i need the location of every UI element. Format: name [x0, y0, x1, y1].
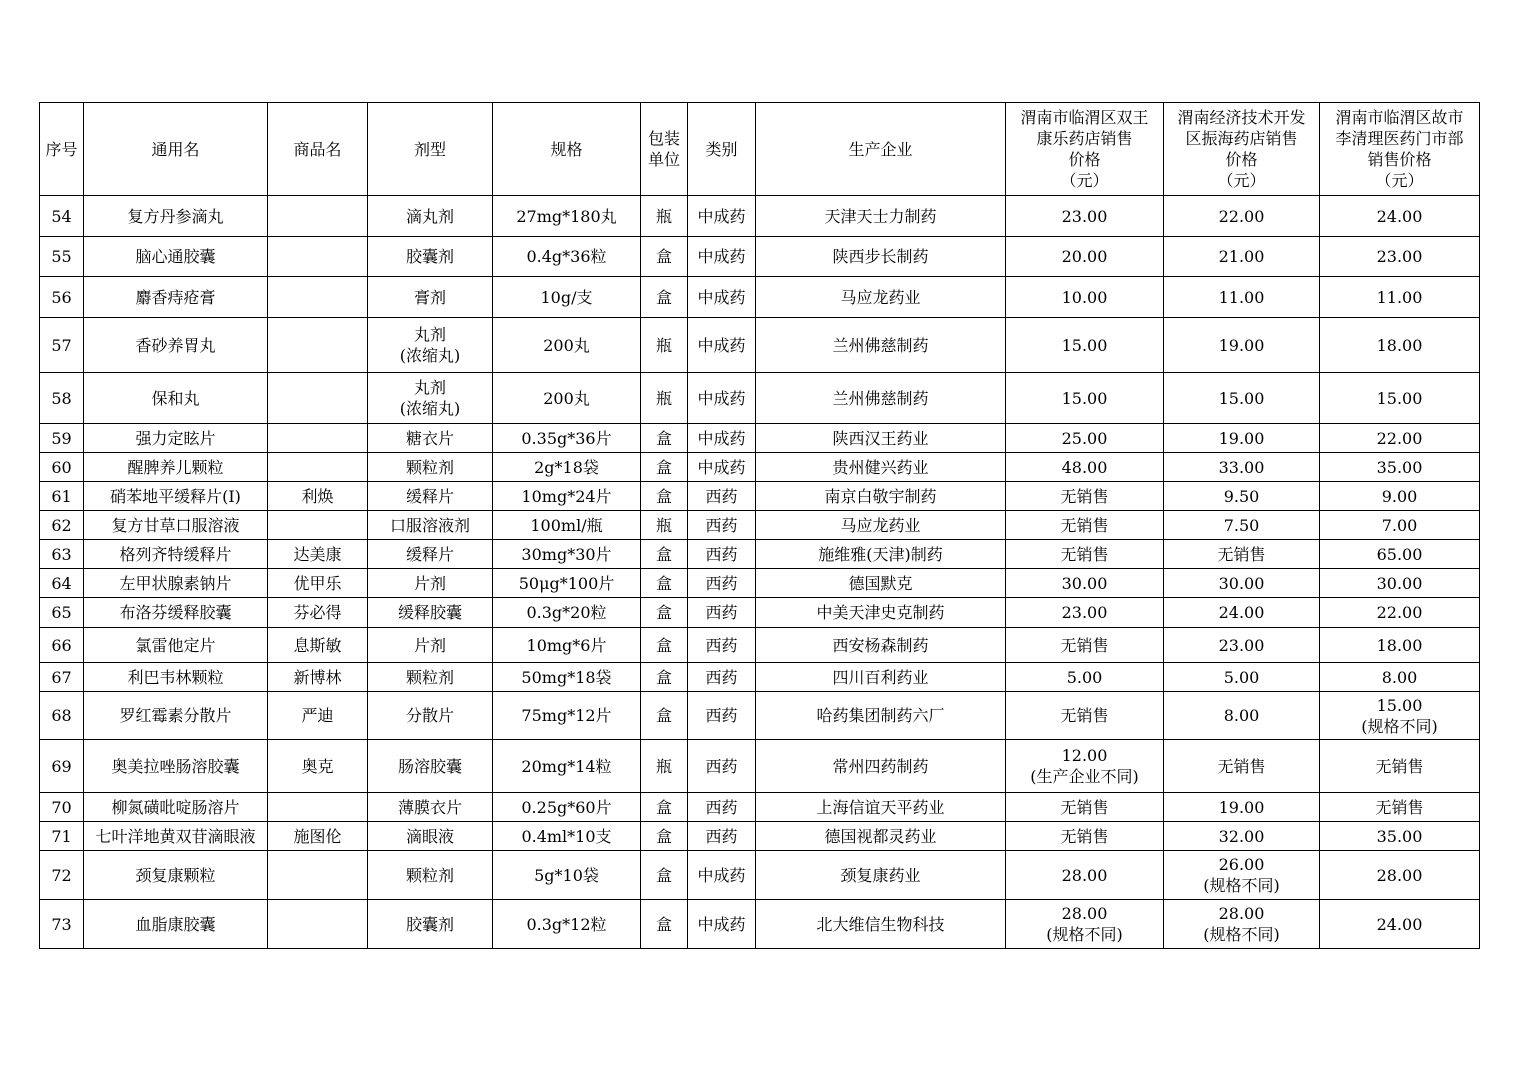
cell-dosage-form-note: (浓缩丸)	[399, 346, 461, 365]
cell-category: 西药	[688, 692, 756, 740]
table-row	[40, 511, 1480, 540]
header-brand-name: 商品名	[268, 103, 368, 196]
header-package-unit-line1: 包装	[647, 129, 680, 148]
cell-specification: 27mg*180丸	[493, 196, 641, 237]
header-price-store-2-line2: 区振海药店销售	[1185, 129, 1298, 148]
cell-seq: 66	[40, 628, 84, 663]
cell-dosage-form: 糖衣片	[368, 424, 493, 453]
cell-specification: 100ml/瓶	[493, 511, 641, 540]
cell-manufacturer: 上海信谊天平药业	[756, 793, 1006, 822]
cell-price-store-1: 20.00	[1006, 237, 1164, 277]
table-row	[40, 822, 1480, 851]
header-generic-name: 通用名	[84, 103, 268, 196]
cell-brand-name	[268, 453, 368, 482]
cell-dosage-form: 肠溶胶囊	[368, 740, 493, 793]
cell-dosage-form-note: (浓缩丸)	[399, 399, 461, 418]
cell-price-store-3: 22.00	[1320, 598, 1480, 628]
cell-dosage-form: 颗粒剂	[368, 851, 493, 900]
cell-brand-name: 严迪	[268, 692, 368, 740]
cell-package-unit: 盒	[641, 569, 688, 598]
cell-price-store-3: 24.00	[1320, 196, 1480, 237]
cell-specification: 10g/支	[493, 277, 641, 318]
cell-manufacturer: 德国默克	[756, 569, 1006, 598]
cell-category: 西药	[688, 628, 756, 663]
cell-manufacturer: 北大维信生物科技	[756, 900, 1006, 949]
cell-package-unit: 盒	[641, 237, 688, 277]
cell-manufacturer: 马应龙药业	[756, 511, 1006, 540]
cell-price-store-2: 19.00	[1164, 424, 1320, 453]
cell-brand-name	[268, 900, 368, 949]
table-row	[40, 692, 1480, 740]
cell-manufacturer: 陕西汉王药业	[756, 424, 1006, 453]
cell-dosage-form	[368, 318, 493, 373]
cell-manufacturer: 中美天津史克制药	[756, 598, 1006, 628]
cell-price-store-2-line1: 26.00	[1218, 855, 1265, 874]
cell-category: 中成药	[688, 453, 756, 482]
cell-generic-name: 香砂养胃丸	[84, 318, 268, 373]
table-row	[40, 540, 1480, 569]
cell-seq: 57	[40, 318, 84, 373]
cell-dosage-form: 颗粒剂	[368, 663, 493, 692]
cell-package-unit: 盒	[641, 663, 688, 692]
cell-brand-name	[268, 318, 368, 373]
cell-price-store-2: 33.00	[1164, 453, 1320, 482]
cell-price-store-1-note: (生产企业不同)	[1030, 767, 1139, 786]
cell-package-unit: 盒	[641, 900, 688, 949]
cell-price-store-1: 5.00	[1006, 663, 1164, 692]
cell-price-store-1: 无销售	[1006, 511, 1164, 540]
cell-category: 中成药	[688, 424, 756, 453]
cell-price-store-1: 无销售	[1006, 793, 1164, 822]
cell-specification: 10mg*24片	[493, 482, 641, 511]
cell-price-store-2	[1164, 900, 1320, 949]
cell-price-store-2: 21.00	[1164, 237, 1320, 277]
header-price-store-2-line3: 价格	[1225, 150, 1258, 169]
cell-price-store-3: 11.00	[1320, 277, 1480, 318]
cell-price-store-3: 24.00	[1320, 900, 1480, 949]
cell-category: 西药	[688, 540, 756, 569]
cell-specification: 2g*18袋	[493, 453, 641, 482]
cell-specification: 0.4ml*10支	[493, 822, 641, 851]
cell-price-store-1-line1: 28.00	[1061, 904, 1108, 923]
cell-price-store-3: 无销售	[1320, 793, 1480, 822]
cell-generic-name: 左甲状腺素钠片	[84, 569, 268, 598]
cell-package-unit: 瓶	[641, 373, 688, 424]
cell-specification: 50mg*18袋	[493, 663, 641, 692]
cell-generic-name: 格列齐特缓释片	[84, 540, 268, 569]
cell-package-unit: 盒	[641, 453, 688, 482]
cell-brand-name: 奥克	[268, 740, 368, 793]
cell-category: 中成药	[688, 237, 756, 277]
table-row	[40, 482, 1480, 511]
cell-price-store-1: 无销售	[1006, 822, 1164, 851]
cell-manufacturer: 陕西步长制药	[756, 237, 1006, 277]
cell-package-unit: 盒	[641, 277, 688, 318]
header-dosage-form: 剂型	[368, 103, 493, 196]
cell-package-unit: 盒	[641, 628, 688, 663]
cell-price-store-2: 15.00	[1164, 373, 1320, 424]
cell-price-store-2-note: (规格不同)	[1203, 925, 1280, 944]
header-seq: 序号	[40, 103, 84, 196]
cell-seq: 58	[40, 373, 84, 424]
cell-category: 中成药	[688, 373, 756, 424]
cell-dosage-form: 滴眼液	[368, 822, 493, 851]
cell-price-store-1: 30.00	[1006, 569, 1164, 598]
cell-brand-name	[268, 277, 368, 318]
cell-price-store-3: 23.00	[1320, 237, 1480, 277]
cell-seq: 71	[40, 822, 84, 851]
cell-seq: 70	[40, 793, 84, 822]
cell-seq: 61	[40, 482, 84, 511]
cell-dosage-form	[368, 373, 493, 424]
table-row	[40, 900, 1480, 949]
table-row	[40, 196, 1480, 237]
cell-price-store-3: 28.00	[1320, 851, 1480, 900]
cell-dosage-form: 颗粒剂	[368, 453, 493, 482]
cell-package-unit: 瓶	[641, 740, 688, 793]
cell-generic-name: 血脂康胶囊	[84, 900, 268, 949]
cell-price-store-1: 48.00	[1006, 453, 1164, 482]
cell-price-store-1: 无销售	[1006, 482, 1164, 511]
cell-category: 西药	[688, 511, 756, 540]
cell-manufacturer: 德国视都灵药业	[756, 822, 1006, 851]
cell-generic-name: 柳氮磺吡啶肠溶片	[84, 793, 268, 822]
cell-generic-name: 复方甘草口服溶液	[84, 511, 268, 540]
cell-price-store-2: 8.00	[1164, 692, 1320, 740]
cell-price-store-3: 18.00	[1320, 628, 1480, 663]
cell-seq: 62	[40, 511, 84, 540]
cell-specification: 30mg*30片	[493, 540, 641, 569]
table-row	[40, 569, 1480, 598]
cell-seq: 65	[40, 598, 84, 628]
cell-specification: 0.35g*36片	[493, 424, 641, 453]
cell-package-unit: 盒	[641, 692, 688, 740]
cell-price-store-1: 无销售	[1006, 628, 1164, 663]
cell-dosage-form: 膏剂	[368, 277, 493, 318]
cell-manufacturer: 贵州健兴药业	[756, 453, 1006, 482]
cell-manufacturer: 颈复康药业	[756, 851, 1006, 900]
cell-manufacturer: 兰州佛慈制药	[756, 373, 1006, 424]
cell-package-unit: 瓶	[641, 511, 688, 540]
cell-price-store-2-line1: 28.00	[1218, 904, 1265, 923]
header-price-store-1	[1006, 103, 1164, 196]
cell-price-store-1-note: (规格不同)	[1046, 925, 1123, 944]
header-manufacturer: 生产企业	[756, 103, 1006, 196]
table-row	[40, 237, 1480, 277]
cell-dosage-form: 片剂	[368, 628, 493, 663]
cell-manufacturer: 天津天士力制药	[756, 196, 1006, 237]
cell-price-store-1	[1006, 740, 1164, 793]
header-price-store-3-line3: 销售价格	[1367, 150, 1432, 169]
cell-manufacturer: 四川百利药业	[756, 663, 1006, 692]
cell-generic-name: 硝苯地平缓释片(Ⅰ)	[84, 482, 268, 511]
cell-package-unit: 瓶	[641, 318, 688, 373]
cell-generic-name: 奥美拉唑肠溶胶囊	[84, 740, 268, 793]
cell-specification: 0.4g*36粒	[493, 237, 641, 277]
cell-specification: 75mg*12片	[493, 692, 641, 740]
cell-price-store-1: 23.00	[1006, 196, 1164, 237]
table-row	[40, 663, 1480, 692]
cell-category: 中成药	[688, 277, 756, 318]
cell-dosage-form: 胶囊剂	[368, 237, 493, 277]
cell-specification: 0.3g*20粒	[493, 598, 641, 628]
cell-specification: 50μg*100片	[493, 569, 641, 598]
cell-seq: 59	[40, 424, 84, 453]
table-row	[40, 851, 1480, 900]
cell-price-store-1: 15.00	[1006, 373, 1164, 424]
cell-dosage-form: 胶囊剂	[368, 900, 493, 949]
cell-price-store-2: 无销售	[1164, 540, 1320, 569]
cell-manufacturer: 马应龙药业	[756, 277, 1006, 318]
cell-dosage-form: 缓释片	[368, 540, 493, 569]
cell-seq: 55	[40, 237, 84, 277]
cell-price-store-2: 19.00	[1164, 318, 1320, 373]
cell-generic-name: 氯雷他定片	[84, 628, 268, 663]
cell-price-store-2	[1164, 851, 1320, 900]
table-body	[40, 196, 1480, 949]
cell-price-store-3-line1: 15.00	[1376, 695, 1423, 715]
cell-price-store-1: 无销售	[1006, 692, 1164, 740]
cell-manufacturer: 哈药集团制药六厂	[756, 692, 1006, 740]
cell-specification: 10mg*6片	[493, 628, 641, 663]
cell-category: 西药	[688, 482, 756, 511]
cell-category: 西药	[688, 598, 756, 628]
cell-brand-name	[268, 373, 368, 424]
cell-price-store-2: 23.00	[1164, 628, 1320, 663]
cell-seq: 73	[40, 900, 84, 949]
cell-manufacturer: 常州四药制药	[756, 740, 1006, 793]
header-price-store-3-line1: 渭南市临渭区故市	[1335, 108, 1464, 127]
cell-seq: 60	[40, 453, 84, 482]
table-row	[40, 424, 1480, 453]
table-row	[40, 318, 1480, 373]
header-price-store-3-line4: （元）	[1375, 171, 1424, 190]
cell-seq: 64	[40, 569, 84, 598]
cell-price-store-2: 9.50	[1164, 482, 1320, 511]
cell-package-unit: 盒	[641, 424, 688, 453]
cell-price-store-3: 7.00	[1320, 511, 1480, 540]
cell-dosage-form-line1: 丸剂	[413, 325, 446, 344]
cell-category: 西药	[688, 740, 756, 793]
cell-dosage-form: 分散片	[368, 692, 493, 740]
cell-price-store-3: 65.00	[1320, 540, 1480, 569]
cell-price-store-3-note: (规格不同)	[1361, 716, 1438, 736]
cell-brand-name: 芬必得	[268, 598, 368, 628]
cell-specification: 0.3g*12粒	[493, 900, 641, 949]
cell-package-unit: 盒	[641, 851, 688, 900]
cell-category: 中成药	[688, 196, 756, 237]
cell-price-store-3: 9.00	[1320, 482, 1480, 511]
cell-brand-name	[268, 196, 368, 237]
table-row	[40, 628, 1480, 663]
cell-brand-name	[268, 851, 368, 900]
cell-price-store-2-note: (规格不同)	[1203, 876, 1280, 895]
cell-package-unit: 盒	[641, 482, 688, 511]
cell-manufacturer: 施维雅(天津)制药	[756, 540, 1006, 569]
cell-specification: 5g*10袋	[493, 851, 641, 900]
cell-brand-name: 施图伦	[268, 822, 368, 851]
header-price-store-1-line3: 价格	[1068, 150, 1101, 169]
cell-price-store-2: 22.00	[1164, 196, 1320, 237]
cell-generic-name: 利巴韦林颗粒	[84, 663, 268, 692]
cell-price-store-2: 30.00	[1164, 569, 1320, 598]
cell-brand-name	[268, 424, 368, 453]
cell-price-store-3: 35.00	[1320, 453, 1480, 482]
cell-generic-name: 麝香痔疮膏	[84, 277, 268, 318]
cell-specification: 200丸	[493, 318, 641, 373]
cell-price-store-2: 32.00	[1164, 822, 1320, 851]
cell-seq: 56	[40, 277, 84, 318]
cell-specification: 20mg*14粒	[493, 740, 641, 793]
table-row	[40, 598, 1480, 628]
cell-manufacturer: 西安杨森制药	[756, 628, 1006, 663]
cell-dosage-form: 口服溶液剂	[368, 511, 493, 540]
cell-manufacturer: 南京白敬宇制药	[756, 482, 1006, 511]
cell-manufacturer: 兰州佛慈制药	[756, 318, 1006, 373]
cell-seq: 69	[40, 740, 84, 793]
cell-category: 中成药	[688, 900, 756, 949]
cell-price-store-1	[1006, 900, 1164, 949]
cell-price-store-1: 15.00	[1006, 318, 1164, 373]
header-price-store-2-line1: 渭南经济技术开发	[1177, 108, 1306, 127]
cell-seq: 68	[40, 692, 84, 740]
header-price-store-3-line2: 李清理医药门市部	[1335, 129, 1464, 148]
header-price-store-1-line1: 渭南市临渭区双王	[1020, 108, 1149, 127]
table-row	[40, 277, 1480, 318]
cell-generic-name: 颈复康颗粒	[84, 851, 268, 900]
cell-dosage-form: 片剂	[368, 569, 493, 598]
cell-price-store-1: 10.00	[1006, 277, 1164, 318]
cell-seq: 72	[40, 851, 84, 900]
cell-price-store-3: 无销售	[1320, 740, 1480, 793]
cell-price-store-2: 24.00	[1164, 598, 1320, 628]
cell-dosage-form: 薄膜衣片	[368, 793, 493, 822]
cell-generic-name: 脑心通胶囊	[84, 237, 268, 277]
header-package-unit-line2: 单位	[647, 150, 680, 169]
cell-price-store-1-line1: 12.00	[1061, 746, 1108, 765]
cell-price-store-3: 22.00	[1320, 424, 1480, 453]
drug-price-table	[39, 102, 1480, 949]
header-price-store-2-line4: （元）	[1217, 171, 1266, 190]
cell-price-store-3: 15.00	[1320, 373, 1480, 424]
table-row	[40, 373, 1480, 424]
cell-package-unit: 盒	[641, 540, 688, 569]
cell-generic-name: 保和丸	[84, 373, 268, 424]
cell-dosage-form: 滴丸剂	[368, 196, 493, 237]
cell-price-store-2: 5.00	[1164, 663, 1320, 692]
cell-price-store-1: 25.00	[1006, 424, 1164, 453]
cell-price-store-3: 18.00	[1320, 318, 1480, 373]
cell-generic-name: 醒脾养儿颗粒	[84, 453, 268, 482]
cell-category: 西药	[688, 822, 756, 851]
cell-generic-name: 强力定眩片	[84, 424, 268, 453]
cell-category: 中成药	[688, 851, 756, 900]
cell-dosage-form-line1: 丸剂	[413, 378, 446, 397]
header-price-store-1-line2: 康乐药店销售	[1036, 129, 1133, 148]
header-price-store-3	[1320, 103, 1480, 196]
cell-generic-name: 布洛芬缓释胶囊	[84, 598, 268, 628]
header-row	[40, 103, 1480, 196]
cell-package-unit: 瓶	[641, 196, 688, 237]
cell-dosage-form: 缓释胶囊	[368, 598, 493, 628]
cell-brand-name: 达美康	[268, 540, 368, 569]
cell-category: 西药	[688, 793, 756, 822]
cell-brand-name: 优甲乐	[268, 569, 368, 598]
cell-package-unit: 盒	[641, 793, 688, 822]
cell-price-store-3: 30.00	[1320, 569, 1480, 598]
cell-price-store-3: 8.00	[1320, 663, 1480, 692]
cell-brand-name	[268, 793, 368, 822]
cell-generic-name: 七叶洋地黄双苷滴眼液	[84, 822, 268, 851]
header-price-store-2	[1164, 103, 1320, 196]
cell-specification: 0.25g*60片	[493, 793, 641, 822]
cell-specification: 200丸	[493, 373, 641, 424]
cell-price-store-2: 7.50	[1164, 511, 1320, 540]
table-row	[40, 453, 1480, 482]
cell-brand-name: 新博林	[268, 663, 368, 692]
cell-price-store-1: 28.00	[1006, 851, 1164, 900]
cell-generic-name: 罗红霉素分散片	[84, 692, 268, 740]
cell-brand-name	[268, 237, 368, 277]
table-row	[40, 740, 1480, 793]
cell-category: 中成药	[688, 318, 756, 373]
header-category: 类别	[688, 103, 756, 196]
header-package-unit	[641, 103, 688, 196]
cell-category: 西药	[688, 569, 756, 598]
cell-seq: 63	[40, 540, 84, 569]
cell-price-store-2: 无销售	[1164, 740, 1320, 793]
cell-brand-name: 息斯敏	[268, 628, 368, 663]
cell-price-store-1: 无销售	[1006, 540, 1164, 569]
cell-seq: 54	[40, 196, 84, 237]
header-specification: 规格	[493, 103, 641, 196]
cell-generic-name: 复方丹参滴丸	[84, 196, 268, 237]
cell-brand-name	[268, 511, 368, 540]
cell-dosage-form: 缓释片	[368, 482, 493, 511]
cell-seq: 67	[40, 663, 84, 692]
cell-price-store-1: 23.00	[1006, 598, 1164, 628]
cell-price-store-3	[1320, 692, 1480, 740]
cell-price-store-2: 19.00	[1164, 793, 1320, 822]
cell-package-unit: 盒	[641, 822, 688, 851]
cell-brand-name: 利焕	[268, 482, 368, 511]
cell-price-store-3: 35.00	[1320, 822, 1480, 851]
cell-category: 西药	[688, 663, 756, 692]
cell-package-unit: 盒	[641, 598, 688, 628]
header-price-store-1-line4: （元）	[1060, 171, 1109, 190]
table-row	[40, 793, 1480, 822]
cell-price-store-2: 11.00	[1164, 277, 1320, 318]
